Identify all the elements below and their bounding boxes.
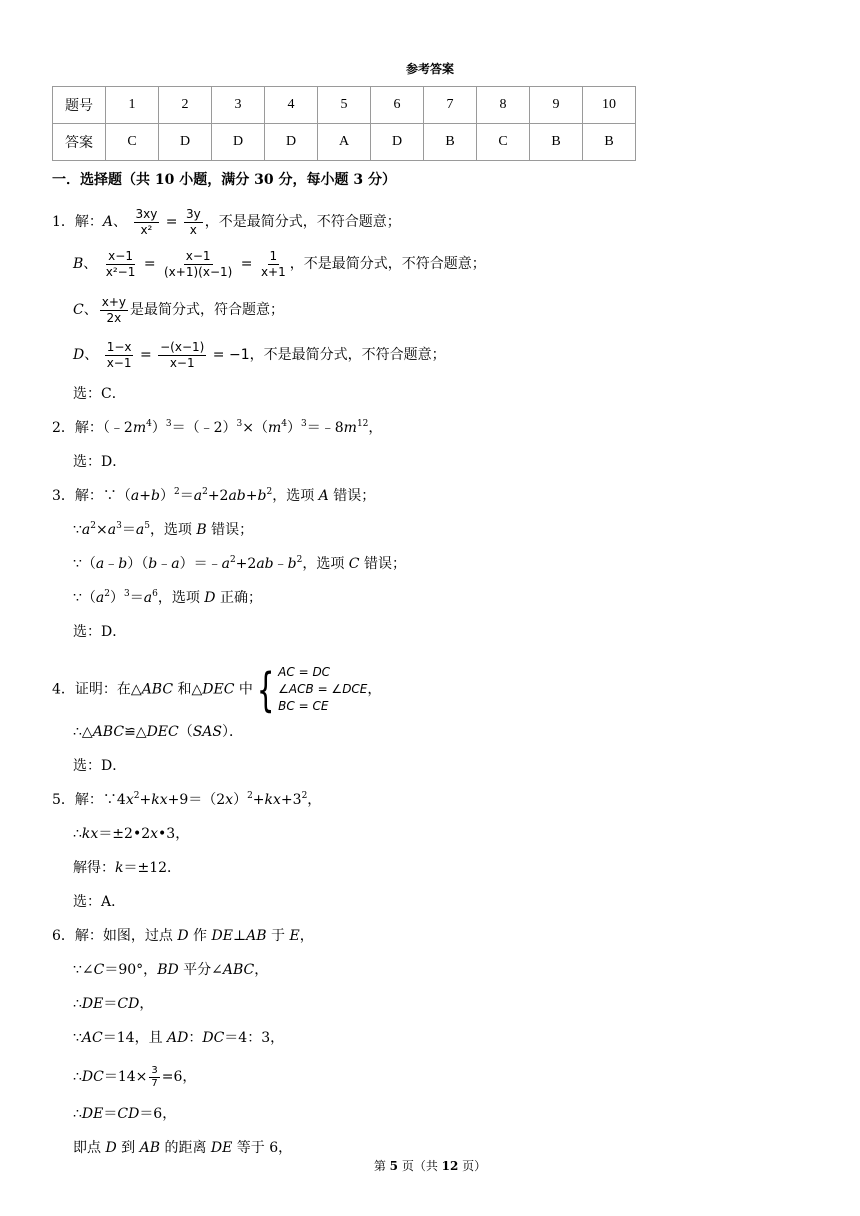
q6-line-5: ∴DC＝14× $\frac{3}{7}$ =6，	[73, 1064, 197, 1089]
q3-line-3: $\because(a﹣b)(b﹣a)=﹣a^2+2ab﹣b^2$，选项 C 错误；	[73, 555, 406, 572]
question-number-cell: 9	[530, 87, 583, 124]
answer-cell: B	[583, 124, 636, 161]
numerator: x−1	[185, 248, 211, 263]
denominator: x	[189, 222, 197, 237]
q5-line-1: 5．解：$\because 4x^2+kx+9=(2x)^2+kx+3^2$，	[52, 791, 322, 808]
denominator: x+1	[260, 264, 286, 279]
brace-after: ，	[367, 681, 382, 698]
question-number-cell: 1	[106, 87, 159, 124]
q3-line-2: $\because a^2\times a^3=a^5$，选项 B 错误；	[73, 521, 254, 538]
numerator: x+y	[101, 294, 126, 309]
brace-row: AC = DC	[278, 665, 331, 679]
q6-line-4: ∵AC＝14，且 AD：DC＝4：3，	[73, 1030, 285, 1046]
question-number-cell: 3	[212, 87, 265, 124]
q5-choose: 选：A．	[73, 894, 126, 910]
q1-d-rhs: = −1	[212, 347, 250, 363]
solve-label: 解得：	[73, 860, 115, 876]
q1-line-b: B、 $\frac{x-1}{\text{x²−1}}$ = $\frac{x-1}{(x+1)(x-1)}$ = $\frac{1}{x+1}$ ，不是最简分式，不符合题意；	[73, 248, 486, 279]
q4-line-1: 4．证明：在△ABC 和△DEC 中 { AC = DC ∠ACB = ∠DCE BC = CE ，	[52, 662, 382, 717]
q1-prefix: 1．解：	[52, 214, 103, 230]
q1-c-text: 是最简分式，符合题意；	[129, 302, 284, 318]
answer-cell: A	[318, 124, 371, 161]
option-label: C	[73, 302, 84, 318]
question-number-cell: 6	[371, 87, 424, 124]
q3-choose: 选：D．	[73, 624, 127, 640]
separator: 、	[84, 347, 99, 363]
numerator: 3y	[185, 206, 201, 221]
table-row-numbers	[53, 87, 636, 124]
answer-cell: C	[477, 124, 530, 161]
option-label: A	[102, 214, 114, 230]
denominator: 2x	[106, 310, 122, 325]
q3-line-4: $\because(a^2)^3=a^6$，选项 D 正确；	[73, 589, 262, 606]
q6-prefix: 6．解：如图，过点	[52, 928, 173, 944]
fraction	[105, 340, 134, 371]
q3-prefix: 3．解：	[52, 488, 103, 504]
fraction	[100, 295, 128, 326]
separator: 、	[113, 214, 128, 230]
footer-mid: 页（共	[398, 1159, 442, 1173]
q5-prefix: 5．解：	[52, 792, 103, 808]
q6-line-7: 即点 D 到 AB 的距离 DE 等于 6，	[73, 1140, 293, 1156]
q1-b-text: ，不是最简分式，不符合题意；	[289, 256, 486, 272]
page-title: 参考答案	[405, 62, 454, 76]
numerator: x−1	[108, 248, 133, 263]
numerator: 1	[269, 248, 278, 263]
page-number: 5	[389, 1159, 398, 1173]
footer-post: 页）	[458, 1159, 487, 1173]
brace-row: ∠ACB = ∠DCE	[278, 682, 368, 696]
table-answer-label: 答案	[53, 124, 106, 161]
answer-cell: B	[530, 124, 583, 161]
answer-cell: B	[424, 124, 477, 161]
q6-line-2: ∵∠C＝90°，BD 平分∠ABC，	[73, 962, 269, 978]
q5-line-2: ∴kx＝±2•2x•3，	[73, 826, 190, 842]
numerator: −(x−1)	[160, 339, 205, 354]
denominator: x²	[140, 222, 153, 237]
fraction	[184, 207, 203, 238]
q4-choose: 选：D．	[73, 758, 127, 774]
q6-line-1: 6．解：如图，过点 D 作 DE⊥AB 于 E，	[52, 928, 314, 944]
q1-line-c	[0, 293, 860, 327]
page-footer	[0, 1157, 860, 1174]
q6-line-3: ∴DE＝CD，	[73, 996, 154, 1012]
question-number-cell: 8	[477, 87, 530, 124]
numerator: 1−x	[106, 339, 132, 354]
denominator: x²−1	[105, 264, 136, 279]
brace-row: BC = CE	[278, 699, 329, 713]
q1-choose: 选：C．	[73, 386, 126, 402]
footer-pre: 第	[373, 1159, 390, 1173]
q4-prefix: 4．证明：在△	[52, 681, 142, 698]
fraction	[134, 207, 160, 238]
separator: 、	[83, 256, 98, 272]
question-number-cell: 4	[265, 87, 318, 124]
denominator: (x+1)(x−1)	[164, 264, 233, 279]
denominator: x−1	[169, 355, 195, 370]
answer-table	[52, 86, 636, 161]
fraction	[158, 340, 206, 371]
fraction	[162, 249, 234, 280]
option-label: B	[73, 256, 84, 272]
q6-line-6: ∴DE＝CD＝6，	[73, 1106, 177, 1122]
answer-cell: D	[265, 124, 318, 161]
q1-d-text: ，不是最简分式，不符合题意；	[249, 347, 446, 363]
denominator: 7	[151, 1077, 158, 1089]
fraction	[149, 1065, 159, 1090]
question-number-cell: 7	[424, 87, 477, 124]
q1-line-d: D、 $\frac{1-x}{x-1}$ = $\frac{-(x-1)}{x-1}$ = −1，不是最简分式，不符合题意；	[73, 339, 446, 370]
q3-line-1: 3．解：$\because(a+b)^2=a^2+2ab+b^2$，选项 A 错误；	[52, 487, 376, 504]
brace-system: { AC = DC ∠ACB = ∠DCE BC = CE	[256, 662, 368, 717]
question-number-cell: 10	[583, 87, 636, 124]
fraction	[104, 249, 138, 280]
answer-cell: D	[159, 124, 212, 161]
page-total: 12	[441, 1159, 459, 1173]
answer-cell: D	[212, 124, 265, 161]
q1-line-a: 1．解：A、 $\frac{3xy}{\text{x²}}$ = $\frac{3y}{x}$ ，不是最简分式，不符合题意；	[52, 206, 401, 237]
answer-cell: D	[371, 124, 424, 161]
denominator: x−1	[106, 355, 132, 370]
q2-prefix: 2．解：	[52, 420, 103, 436]
q2-choose: 选：D．	[73, 454, 127, 470]
q2-line: 2．解：$(﹣2m^4)^3=(﹣2)^3\times(m^4)^3=﹣8m^{12}$，	[52, 419, 383, 436]
question-number-cell: 2	[159, 87, 212, 124]
q5-line-3: 解得：k＝±12．	[73, 860, 182, 876]
numerator: 3	[151, 1064, 158, 1076]
answer-cell: C	[106, 124, 159, 161]
option-label: D	[73, 347, 85, 363]
table-row-answers	[53, 124, 636, 161]
question-number-cell: 5	[318, 87, 371, 124]
q1-a-text: ，不是最简分式，不符合题意；	[204, 214, 401, 230]
numerator: 3xy	[135, 206, 158, 221]
table-header-label: 题号	[53, 87, 106, 124]
q4-line-2: ∴△ABC≌△DEC（SAS）．	[73, 724, 244, 740]
section-heading: 一．选择题（共 10 小题，满分 30 分，每小题 3 分）	[52, 172, 396, 188]
fraction	[259, 249, 288, 280]
separator: 、	[83, 302, 98, 318]
